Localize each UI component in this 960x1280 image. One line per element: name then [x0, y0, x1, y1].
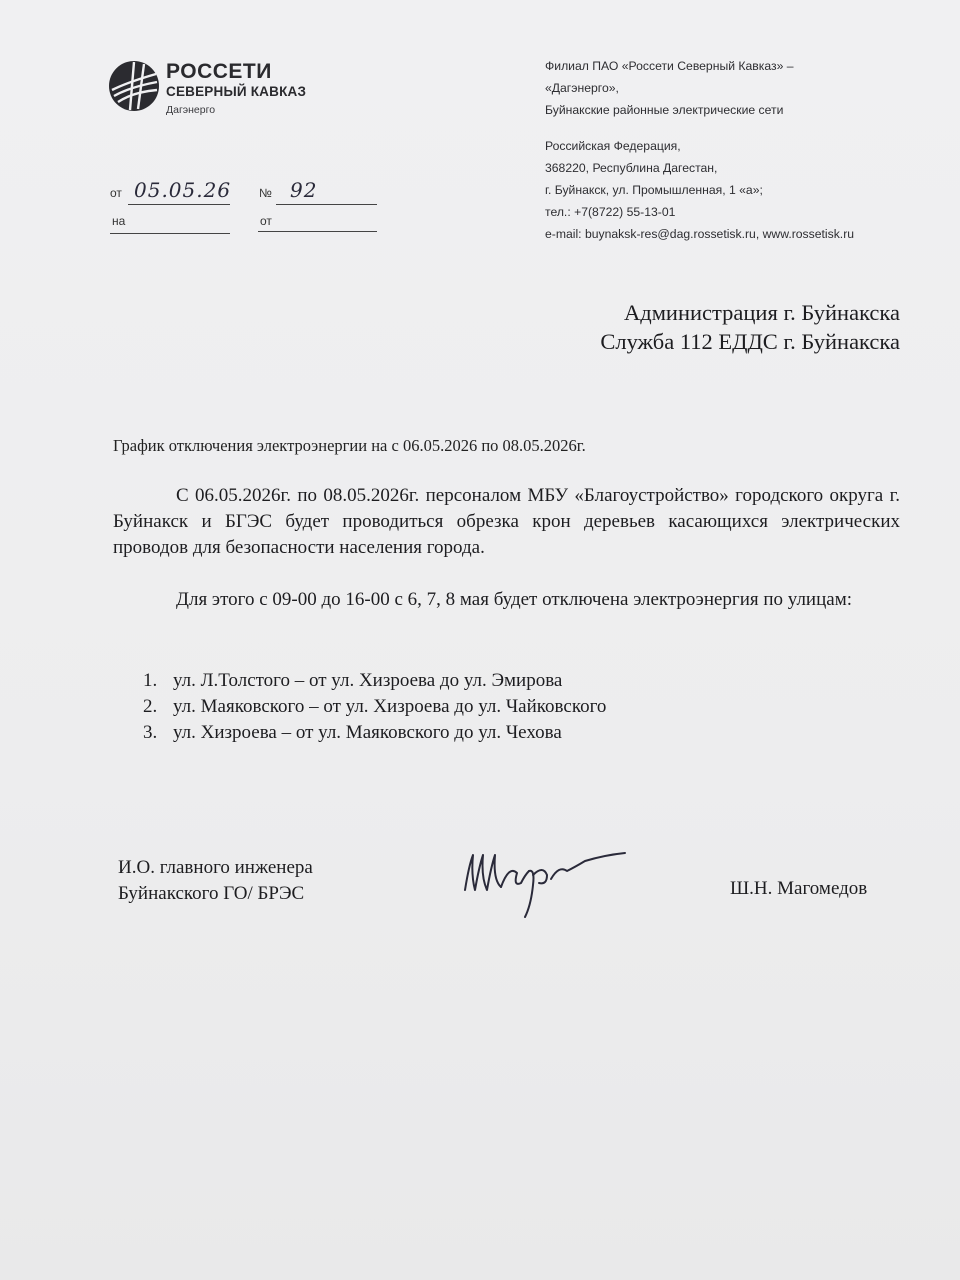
sender-line: г. Буйнакск, ул. Промышленная, 1 «а»;	[545, 183, 763, 197]
addressee	[520, 298, 900, 356]
list-text: ул. Маяковского – от ул. Хизроева до ул. Чайковского	[173, 696, 607, 717]
sender-details	[545, 55, 925, 245]
brand-subtitle: СЕВЕРНЫЙ КАВКАЗ	[166, 84, 307, 99]
list-item	[143, 694, 606, 720]
list-item	[143, 720, 606, 746]
to-underline	[110, 233, 230, 234]
sender-line: Филиал ПАО «Россети Северный Кавказ» –	[545, 59, 794, 73]
list-text: ул. Хизроева – от ул. Маяковского до ул. Чехова	[173, 722, 562, 743]
signatory-title-line: И.О. главного инженера	[118, 857, 313, 878]
sender-line: 368220, Республина Дагестан,	[545, 161, 718, 175]
company-logo	[108, 56, 328, 128]
signatory-title	[118, 855, 313, 907]
rosseti-logo-icon	[108, 60, 160, 112]
date-label: от	[110, 186, 122, 200]
number-underline	[276, 204, 377, 205]
body-paragraph: Для этого с 09-00 до 16-00 с 6, 7, 8 мая будет отключена электроэнергия по улицам:	[176, 589, 853, 610]
handwritten-date: 05.05.26	[134, 178, 232, 202]
signatory-title-line: Буйнакского ГО/ БРЭС	[118, 883, 305, 904]
list-number: 1.	[143, 670, 158, 691]
sender-line: «Дагэнерго»,	[545, 81, 619, 95]
signatory-name: Ш.Н. Магомедов	[730, 878, 868, 899]
body-paragraph: С 06.05.2026г. по 08.05.2026г. персоналом МБУ «Благоустройство» городского округа г. Буйнакск и БГЭС будет проводиться обрезка крон деревьев касающихся электрических проводов для безопасности населения города.	[113, 485, 900, 558]
handwritten-number: 92	[290, 178, 318, 202]
addressee-line: Служба 112 ЕДДС г. Буйнакска	[600, 329, 900, 354]
brand-branch: Дагэнерго	[166, 104, 216, 116]
handwritten-signature	[455, 835, 635, 925]
sender-line: тел.: +7(8722) 55-13-01	[545, 205, 676, 219]
date-underline	[128, 204, 230, 205]
from2-underline	[258, 231, 377, 232]
sender-contacts: e-mail: buynaksk-res@dag.rossetisk.ru, www.rossetisk.ru	[545, 227, 855, 241]
sender-line: Российская Федерация,	[545, 139, 681, 153]
sender-line: Буйнакские районные электрические сети	[545, 103, 784, 117]
list-number: 3.	[143, 722, 158, 743]
from2-label: от	[260, 214, 272, 228]
list-item	[143, 668, 606, 694]
letter-subject: График отключения электроэнергии на с 06.05.2026 по 08.05.2026г.	[113, 436, 586, 455]
number-label: №	[259, 186, 272, 200]
addressee-line: Администрация г. Буйнакска	[624, 300, 900, 325]
street-list	[143, 668, 606, 746]
list-number: 2.	[143, 696, 158, 717]
brand-name: РОССЕТИ	[166, 60, 272, 83]
to-label: на	[112, 214, 126, 228]
list-text: ул. Л.Толстого – от ул. Хизроева до ул. Эмирова	[173, 670, 563, 691]
